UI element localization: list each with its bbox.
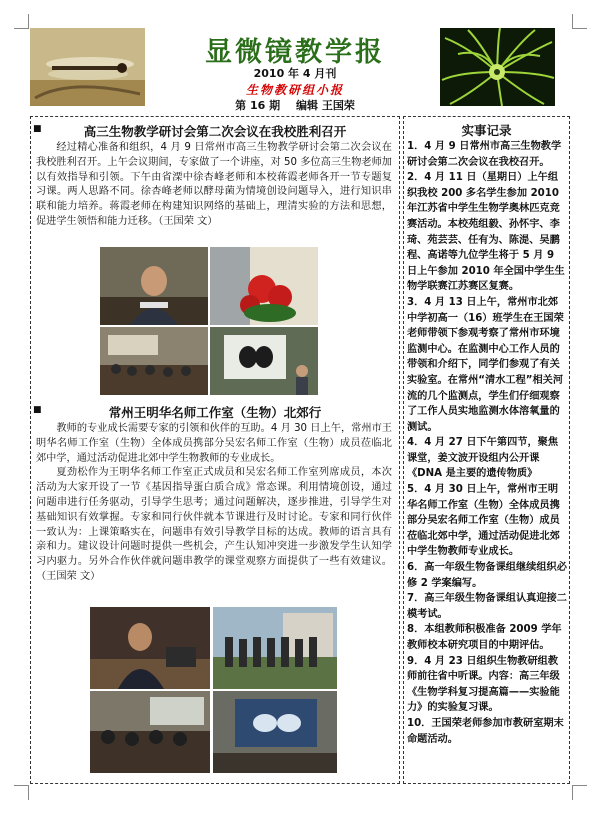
photo-students <box>90 691 210 773</box>
crop-mark <box>572 14 587 29</box>
photo-poinsettia <box>210 247 318 325</box>
event-log-item: 4．4 月 27 日下午第四节，聚焦课堂，姜文波开设组内公开课《DNA 是主要的遗传物质》 <box>407 437 559 480</box>
article-body <box>36 141 392 230</box>
event-log-item: 7．高三年级生物备课组认真迎接二模考试。 <box>407 593 567 620</box>
event-log-item: 8．本组教师积极准备 2009 学年教师校本研究项目的中期评估。 <box>407 624 562 651</box>
photo-projection-screen <box>210 327 318 395</box>
article-paragraph: 夏劲松作为王明华名师工作室正式成员和吴宏名师工作室列席成员，本次活动为大家开设了一节《基因指导蛋白质合成》常态课。利用情境创设，通过问题串进行任务驱动，引导学生思考；通过问题解决，逐步推进，引导学生对基础知识有效掌握。专家和同行伙伴就本节课进行及时讨论。专家和同行伙伴一致认为：上课策略实在，问题串有效引导教学目标的达成。教师的语言具有亲和力。建议设计问题时提供一些机会，产生认知冲突进一步激发学生认知学习内驱力。另外合作伙伴就问题串教学的课堂观察方面提供了一些有效建议。（王国荣 文） <box>36 467 392 582</box>
issue-date: 2010 年 4 月刊 <box>253 67 337 80</box>
crop-mark <box>14 785 29 800</box>
crop-mark <box>572 785 587 800</box>
newsletter-subtitle: 生物教研组小报 <box>245 83 344 97</box>
event-log-item: 3．4 月 13 日上午，常州市北郊中学初高一（16）班学生在王国荣老师带领下参观考察了常州市环境监测中心。在监测中心工作人员的带领和介绍下，同学们参观了有关实验室。在常州“清水工程”相关河流的几个监测点，学生们仔细观察了工作人员实地监测水体溶氧量的测试。 <box>407 296 564 433</box>
bullet-icon: ■ <box>33 405 42 415</box>
photo-teacher-desk <box>90 607 210 689</box>
photo-lecture-screen <box>213 691 337 773</box>
event-log-item: 6．高一年级生物备课组继续组织必修 2 学案编写。 <box>407 562 567 589</box>
sidebar-title: 实事记录 <box>461 123 512 138</box>
article-title: 常州王明华名师工作室（生物）北郊行 <box>108 405 322 420</box>
article-title: 高三生物教学研讨会第二次会议在我校胜利召开 <box>83 124 347 139</box>
issue-line <box>150 97 440 113</box>
masthead-photo-anemone <box>440 28 555 106</box>
event-log-item: 1．4 月 9 日常州市高三生物教学研讨会第二次会议在我校召开。 <box>407 141 562 168</box>
photo-speaker <box>100 247 208 325</box>
event-log-item: 10．王国荣老师参加市教研室期末命题活动。 <box>407 717 564 745</box>
crop-mark <box>14 14 29 29</box>
article-paragraph: 经过精心准备和组织，4 月 9 日常州市高三生物教学研讨会第二次会议在我校胜利召开。上午会议期间，专家做了一个讲座，对 50 多位高三生物老师加以有效指导和引领。下午由省溧中徐杏峰老师和本校蒋霞老师各开一节专题复习课。两人思路不同。徐杏峰老师以酵母菌为情境创设问题导入，进行知识串联和能力培养。蒋霞老师在构建知识网络的基础上，理清实验的方法和思想，促进学生领悟和能力迁移。（王国荣 文） <box>36 142 392 227</box>
event-log-item: 2．4 月 11 日（星期日）上午组织我校 200 多名学生参加 2010 年江苏省中学生生物学奥林匹克竞赛活动。本校苑组毅、孙怀宇、李琦、苑芸芸、任有为、陈湜、吴鹏程、高诺等九位学生将于 5 月 9 日上午参加 2010 年全国中学生生物学联赛江苏赛区复赛。 <box>407 172 565 293</box>
issue-number: 第 16 期 <box>235 99 281 112</box>
photo-classroom-1 <box>100 327 208 395</box>
editor-credit: 编辑 王国荣 <box>295 99 355 112</box>
photo-group <box>213 607 337 689</box>
article-body <box>36 422 392 585</box>
event-log-list <box>407 139 567 747</box>
masthead-photo-dragonfly <box>30 28 145 106</box>
bullet-icon: ■ <box>33 124 42 134</box>
article-paragraph: 教师的专业成长需要专家的引领和伙伴的互助。4 月 30 日上午，常州市王明华名师工作室（生物）全体成员携部分吴宏名师工作室（生物）成员莅临北郊中学，通过活动促进北郊中学生物教师的专业成长。 <box>36 423 392 464</box>
newsletter-title: 显微镜教学报 <box>205 37 385 68</box>
event-log-item: 5．4 月 30 日上午，常州市王明华名师工作室（生物）全体成员携部分吴宏名师工作室（生物）成员莅临北郊中学，通过活动促进北郊中学生物教师专业成长。 <box>407 484 560 558</box>
event-log-item: 9．4 月 23 日组织生物教研组教师前往省中听课。内容：高三年级《生物学科复习提高篇——实验能力》的实验复习课。 <box>407 655 560 714</box>
